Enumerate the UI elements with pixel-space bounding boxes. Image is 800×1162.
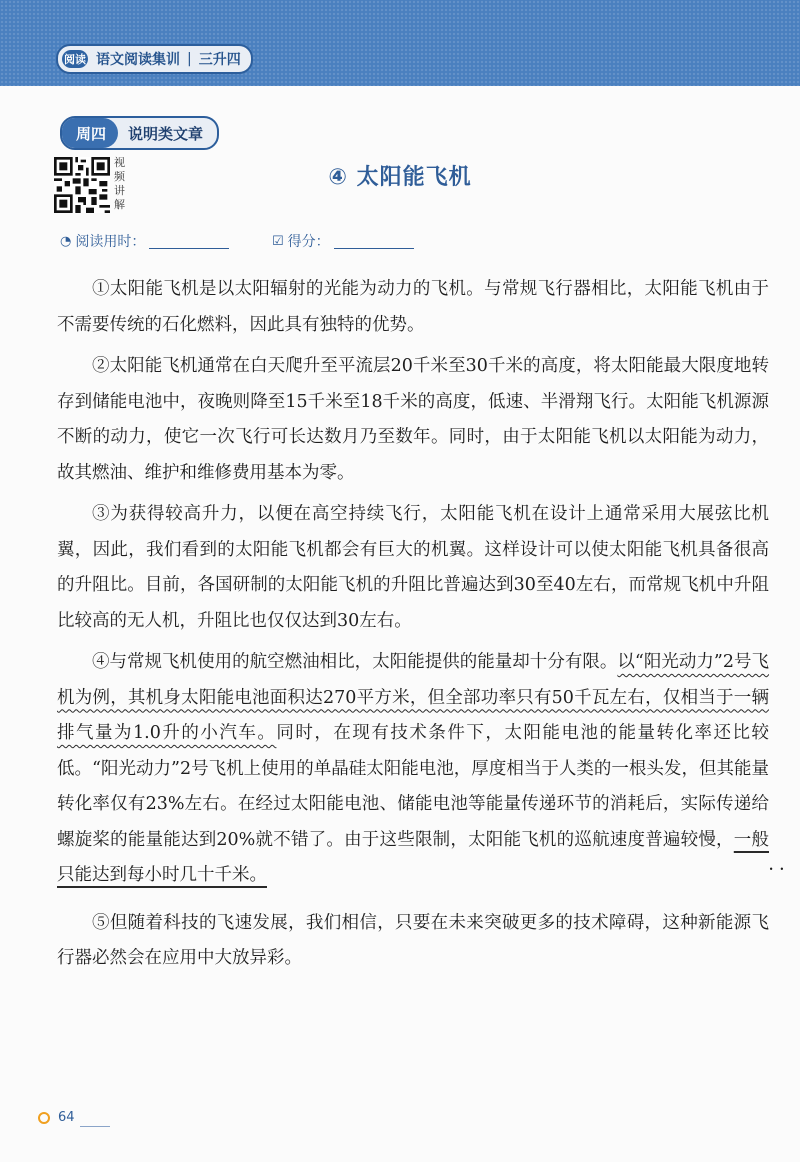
clock-icon: ◔ <box>60 233 72 249</box>
series-badge <box>56 44 253 74</box>
series-divider: | <box>187 51 192 67</box>
video-label: 视 频 讲 解 <box>114 156 125 211</box>
page-number: 64 <box>58 1109 75 1125</box>
paragraph-1: ①太阳能飞机是以太阳辐射的光能为动力的飞机。与常规飞行器相比，太阳能飞机由于不需要传统的石化燃料，因此具有独特的优势。 <box>57 279 769 335</box>
week-label: 周四 <box>62 118 118 148</box>
category-label: 说明类文章 <box>128 124 204 143</box>
page-footer <box>34 1108 75 1126</box>
paragraph-5: ⑤但随着科技的飞速发展，我们相信，只要在未来突破更多的技术障碍，这种新能源飞行器必然会在应用中大放异彩。 <box>57 912 769 968</box>
section-tag <box>60 116 219 150</box>
paragraph-3: ③为获得较高升力，以便在高空持续飞行，太阳能飞机在设计上通常采用大展弦比机翼，因此，我们看到的太阳能飞机都会有巨大的机翼。这样设计可以使太阳能飞机具备很高的升阻比。目前，各国研制的太阳能飞机的升阻比普遍达到30至40左右，而常规飞机中升阻比较高的无人机，升阻比也仅仅达到30左右。 <box>57 504 769 631</box>
reading-time-blank[interactable] <box>149 234 229 249</box>
sun-icon <box>34 1108 52 1126</box>
grade-label: 三升四 <box>198 52 241 68</box>
underlined-phrase: 只能达到每小时几十千米。 <box>57 865 267 885</box>
reading-time-field <box>60 230 229 252</box>
paragraph-2: ②太阳能飞机通常在白天爬升至平流层20千米至30千米的高度，将太阳能最大限度地转存到储能电池中，夜晚则降至15千米至18千米的高度，低速、半滑翔飞行。太阳能飞机源源不断的动力，使它一次飞行可长达数月乃至数年。同时，由于太阳能飞机以太阳能为动力，故其燃油、维护和维修费用基本为零。 <box>57 356 769 483</box>
score-field <box>272 230 414 252</box>
dotted-emphasis: 一般 •• <box>734 830 769 850</box>
article-title: ④ 太阳能飞机 <box>328 165 472 190</box>
paragraph-4: ④与常规飞机使用的航空燃油相比，太阳能提供的能量却十分有限。以“阳光动力”2号飞机为例，其机身太阳能电池面积达270平方米，但全部功率只有50千瓦左右，仅相当于一辆排气量为1.0升的小汽车。同时，在现有技术条件下，太阳能电池的能量转化率还比较低。“阳光动力”2号飞机上使用的单晶硅太阳能电池，厚度相当于人类的一根头发，但其能量转化率仅有23%左右。在经过太阳能电池、储能电池等能量传递环节的消耗后，实际传递给螺旋桨的能量能达到20%就不错了。由于这些限制，太阳能飞机的巡航速度普遍较慢，一般 ••只能达到每小时几十千米。 <box>57 645 769 894</box>
score-blank[interactable] <box>334 234 414 249</box>
reading-time-label: 阅读用时： <box>75 234 146 250</box>
series-title: 语文阅读集训 <box>96 52 180 68</box>
check-icon: ☑ <box>272 233 284 249</box>
wavy-underlined-sentence: 以“阳光动力”2号飞机为例，其机身太阳能电池面积达270平方米，但全部功率只有50千瓦左右，仅相当于一辆排气量为1.0升的小汽车。 <box>57 652 770 743</box>
footer-divider <box>80 1126 110 1127</box>
series-logo: 阅读 <box>62 50 88 68</box>
score-label: 得分： <box>287 234 330 250</box>
article-body <box>57 272 769 983</box>
